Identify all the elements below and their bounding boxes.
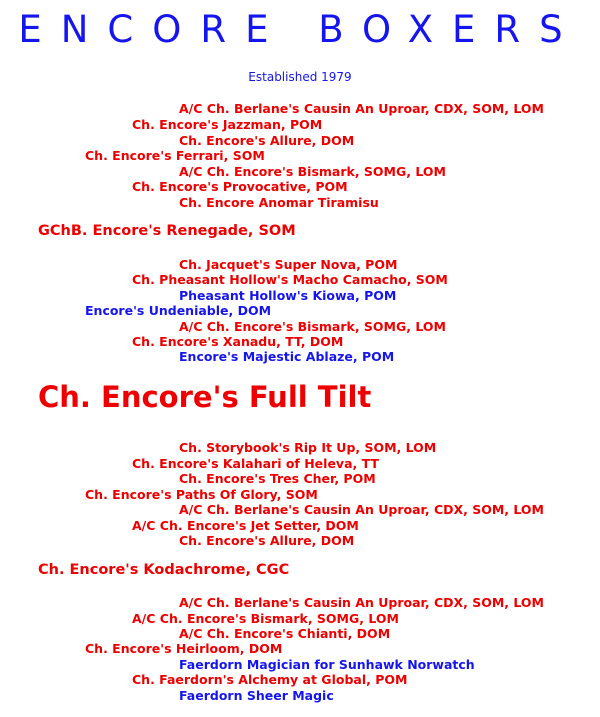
dog-name-renegade: GChB. Encore's Renegade, SOM (38, 223, 296, 239)
pedigree-entry: Ch. Encore's Kalahari of Heleva, TT (132, 456, 379, 471)
pedigree-entry: Ch. Jacquet's Super Nova, POM (179, 257, 398, 272)
pedigree-entry: A/C Ch. Encore's Chianti, DOM (179, 626, 391, 641)
pedigree-entry: Ch. Encore's Tres Cher, POM (179, 471, 376, 486)
dog-name-kodachrome: Ch. Encore's Kodachrome, CGC (38, 562, 290, 578)
pedigree-entry: Ch. Encore's Allure, DOM (179, 533, 355, 548)
pedigree-entry: Ch. Encore's Provocative, POM (132, 179, 348, 194)
established-subtitle: Established 1979 (248, 70, 352, 84)
pedigree-entry: Ch. Encore's Heirloom, DOM (85, 641, 283, 656)
page-title: ENCORE BOXERS (18, 8, 582, 51)
pedigree-entry: A/C Ch. Encore's Bismark, SOMG, LOM (132, 611, 399, 626)
pedigree-entry: Ch. Encore's Jazzman, POM (132, 117, 323, 132)
pedigree-entry: Ch. Encore's Allure, DOM (179, 133, 355, 148)
pedigree-entry: Ch. Faerdorn's Alchemy at Global, POM (132, 672, 408, 687)
pedigree-entry: A/C Ch. Berlane's Causin An Uproar, CDX, SOM, LOM (179, 502, 544, 517)
pedigree-entry: Ch. Encore's Ferrari, SOM (85, 148, 265, 163)
pedigree-entry: A/C Ch. Encore's Jet Setter, DOM (132, 518, 359, 533)
pedigree-entry: Encore's Majestic Ablaze, POM (179, 349, 395, 364)
featured-dog-name: Ch. Encore's Full Tilt (38, 380, 372, 414)
pedigree-entry: A/C Ch. Encore's Bismark, SOMG, LOM (179, 319, 446, 334)
pedigree-entry: Ch. Encore's Xanadu, TT, DOM (132, 334, 344, 349)
pedigree-entry: A/C Ch. Berlane's Causin An Uproar, CDX, SOM, LOM (179, 101, 544, 116)
pedigree-entry: A/C Ch. Encore's Bismark, SOMG, LOM (179, 164, 446, 179)
pedigree-entry: A/C Ch. Berlane's Causin An Uproar, CDX, SOM, LOM (179, 595, 544, 610)
pedigree-entry: Encore's Undeniable, DOM (85, 303, 272, 318)
pedigree-entry: Faerdorn Magician for Sunhawk Norwatch (179, 657, 475, 672)
pedigree-entry: Ch. Pheasant Hollow's Macho Camacho, SOM (132, 272, 448, 287)
pedigree-entry: Ch. Encore Anomar Tiramisu (179, 195, 379, 210)
pedigree-entry: Faerdorn Sheer Magic (179, 688, 334, 703)
pedigree-entry: Ch. Storybook's Rip It Up, SOM, LOM (179, 440, 437, 455)
pedigree-entry: Pheasant Hollow's Kiowa, POM (179, 288, 397, 303)
pedigree-entry: Ch. Encore's Paths Of Glory, SOM (85, 487, 318, 502)
